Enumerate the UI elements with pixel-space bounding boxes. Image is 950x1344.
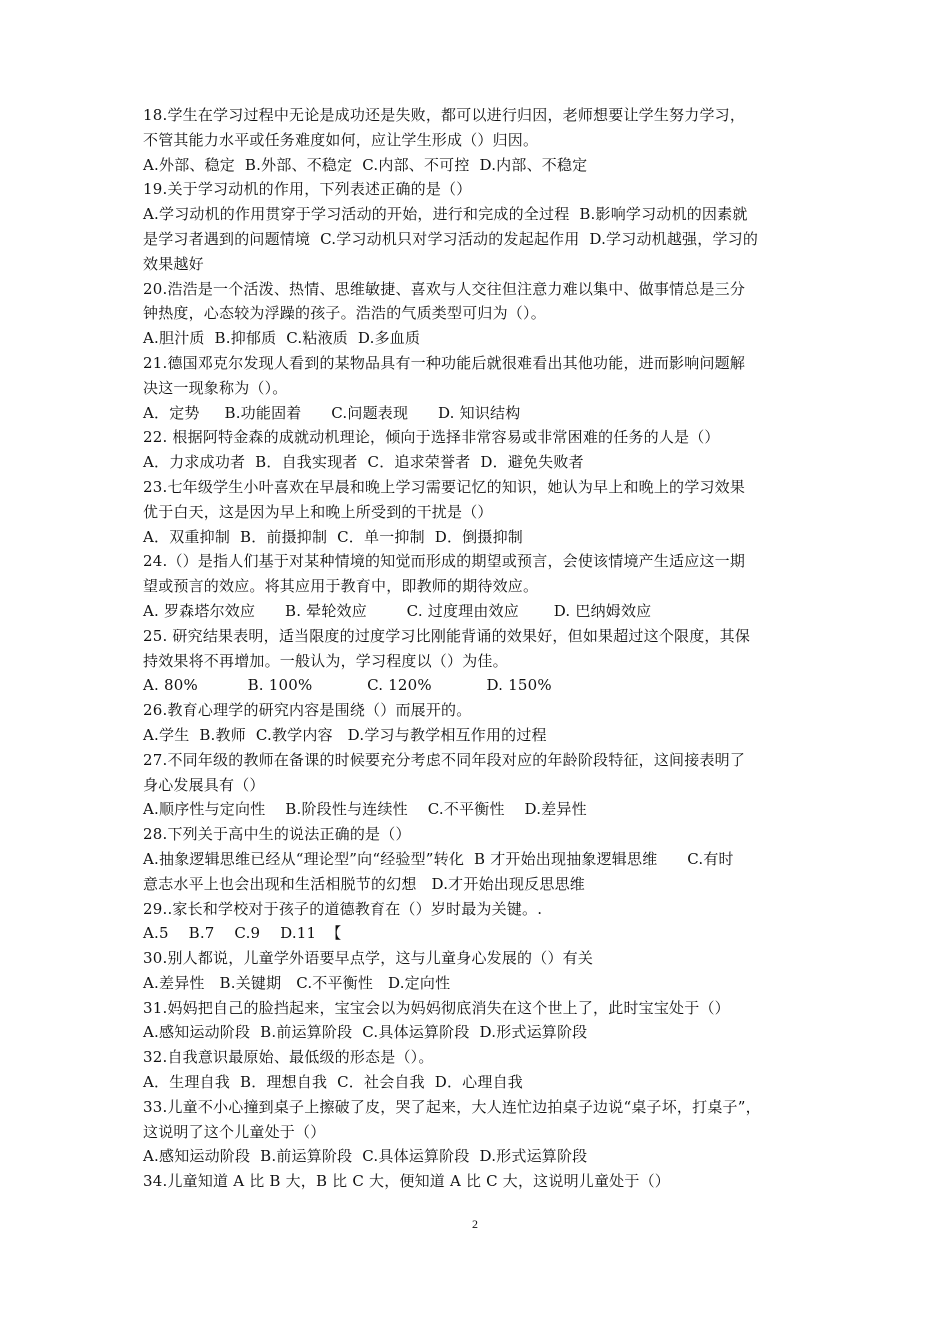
text-line: A.感知运动阶段 B.前运算阶段 C.具体运算阶段 D.形式运算阶段: [143, 1147, 588, 1166]
text-line: 24.（）是指人们基于对某种情境的知觉而形成的期望或预言，会使该情境产生适应这一期: [143, 552, 746, 571]
text-line: 身心发展具有（）: [143, 775, 265, 794]
text-line: 27.不同年级的教师在备课的时候要充分考虑不同年段对应的年龄阶段特征，这间接表明了: [143, 750, 746, 769]
page-number: 2: [472, 1217, 478, 1231]
text-line: A.胆汁质 B.抑郁质 C.粘液质 D.多血质: [143, 329, 421, 348]
text-line: 20.浩浩是一个活泼、热情、思维敏捷、喜欢与人交往但注意力难以集中、做事情总是三分: [143, 279, 746, 298]
text-line: 这说明了这个儿童处于（）: [143, 1122, 326, 1141]
text-line: 30.别人都说，儿童学外语要早点学，这与儿童身心发展的（）有关: [143, 949, 594, 968]
text-line: 22. 根据阿特金森的成就动机理论，倾向于选择非常容易或非常困难的任务的人是（）: [143, 428, 720, 447]
text-line: 决这一现象称为（）。: [143, 378, 288, 397]
text-line: 钟热度，心态较为浮躁的孩子。浩浩的气质类型可归为（）。: [143, 304, 546, 323]
text-line: A.外部、稳定 B.外部、不稳定 C.内部、不可控 D.内部、不稳定: [143, 155, 588, 174]
text-line: 33.儿童不小心撞到桌子上擦破了皮，哭了起来，大人连忙边拍桌子边说“桌子坏，打桌子”，: [143, 1097, 761, 1116]
text-line: 25. 研究结果表明，适当限度的过度学习比刚能背诵的效果好，但如果超过这个限度，其保: [143, 626, 751, 645]
text-line: 29..家长和学校对于孩子的道德教育在（）岁时最为关键。.: [143, 899, 543, 918]
text-line: A.学生 B.教师 C.教学内容 D.学习与教学相互作用的过程: [143, 725, 547, 744]
text-line: A.顺序性与定向性 B.阶段性与连续性 C.不平衡性 D.差异性: [143, 800, 587, 819]
text-line: 31.妈妈把自己的脸挡起来，宝宝会以为妈妈彻底消失在这个世上了，此时宝宝处于（）: [143, 998, 730, 1017]
text-line: 26.教育心理学的研究内容是围绕（）而展开的。: [143, 701, 472, 720]
text-line: A. 80% B. 100% C. 120% D. 150%: [143, 676, 552, 695]
text-line: 持效果将不再增加。一般认为，学习程度以（）为佳。: [143, 651, 508, 670]
text-line: 19.关于学习动机的作用，下列表述正确的是（）: [143, 180, 472, 199]
text-line: 32.自我意识最原始、最低级的形态是（）。: [143, 1048, 434, 1067]
text-line: 28.下列关于高中生的说法正确的是（）: [143, 825, 411, 844]
text-line: 是学习者遇到的问题情境 C.学习动机只对学习活动的发起起作用 D.学习动机越强，学习的: [143, 229, 759, 248]
text-line: 34.儿童知道 A 比 B 大，B 比 C 大，便知道 A 比 C 大，这说明儿童处于（）: [143, 1172, 670, 1191]
text-line: A. 罗森塔尔效应 B. 晕轮效应 C. 过度理由效应 D. 巴纳姆效应: [143, 601, 652, 620]
text-line: A.感知运动阶段 B.前运算阶段 C.具体运算阶段 D.形式运算阶段: [143, 1023, 588, 1042]
text-line: 效果越好: [143, 254, 204, 273]
text-line: 优于白天，这是因为早上和晚上所受到的干扰是（）: [143, 502, 493, 521]
text-line: 望或预言的效应。将其应用于教育中，即教师的期待效应。: [143, 577, 539, 596]
question-text-block: [143, 103, 815, 1194]
text-line: A.学习动机的作用贯穿于学习活动的开始，进行和完成的全过程 B.影响学习动机的因素就: [143, 205, 748, 224]
text-line: A.差异性 B.关键期 C.不平衡性 D.定向性: [143, 973, 451, 992]
text-line: 意志水平上也会出现和生活相脱节的幻想 D.才开始出现反思思维: [143, 874, 585, 893]
text-line: 18.学生在学习过程中无论是成功还是失败，都可以进行归因，老师想要让学生努力学习，: [143, 106, 746, 124]
text-line: A．生理自我 B．理想自我 C．社会自我 D．心理自我: [143, 1073, 523, 1092]
text-line: 不管其能力水平或任务难度如何，应让学生形成（）归因。: [143, 130, 539, 149]
text-line: A．双重抑制 B．前摄抑制 C．单一抑制 D．倒摄抑制: [143, 527, 523, 546]
text-line: 23.七年级学生小叶喜欢在早晨和晚上学习需要记忆的知识，她认为早上和晚上的学习效果: [143, 477, 746, 496]
text-line: 21.德国邓克尔发现人看到的某物品具有一种功能后就很难看出其他功能，进而影响问题解: [143, 353, 746, 372]
text-line: A.5 B.7 C.9 D.11 【: [143, 924, 342, 943]
text-line: A.抽象逻辑思维已经从“理论型”向“经验型”转化 B 才开始出现抽象逻辑思维 C.有时: [143, 849, 734, 868]
text-line: A．力求成功者 B．自我实现者 C．追求荣誉者 D．避免失败者: [143, 453, 584, 472]
text-line: A．定势 B.功能固着 C.问题表现 D. 知识结构: [143, 403, 521, 422]
